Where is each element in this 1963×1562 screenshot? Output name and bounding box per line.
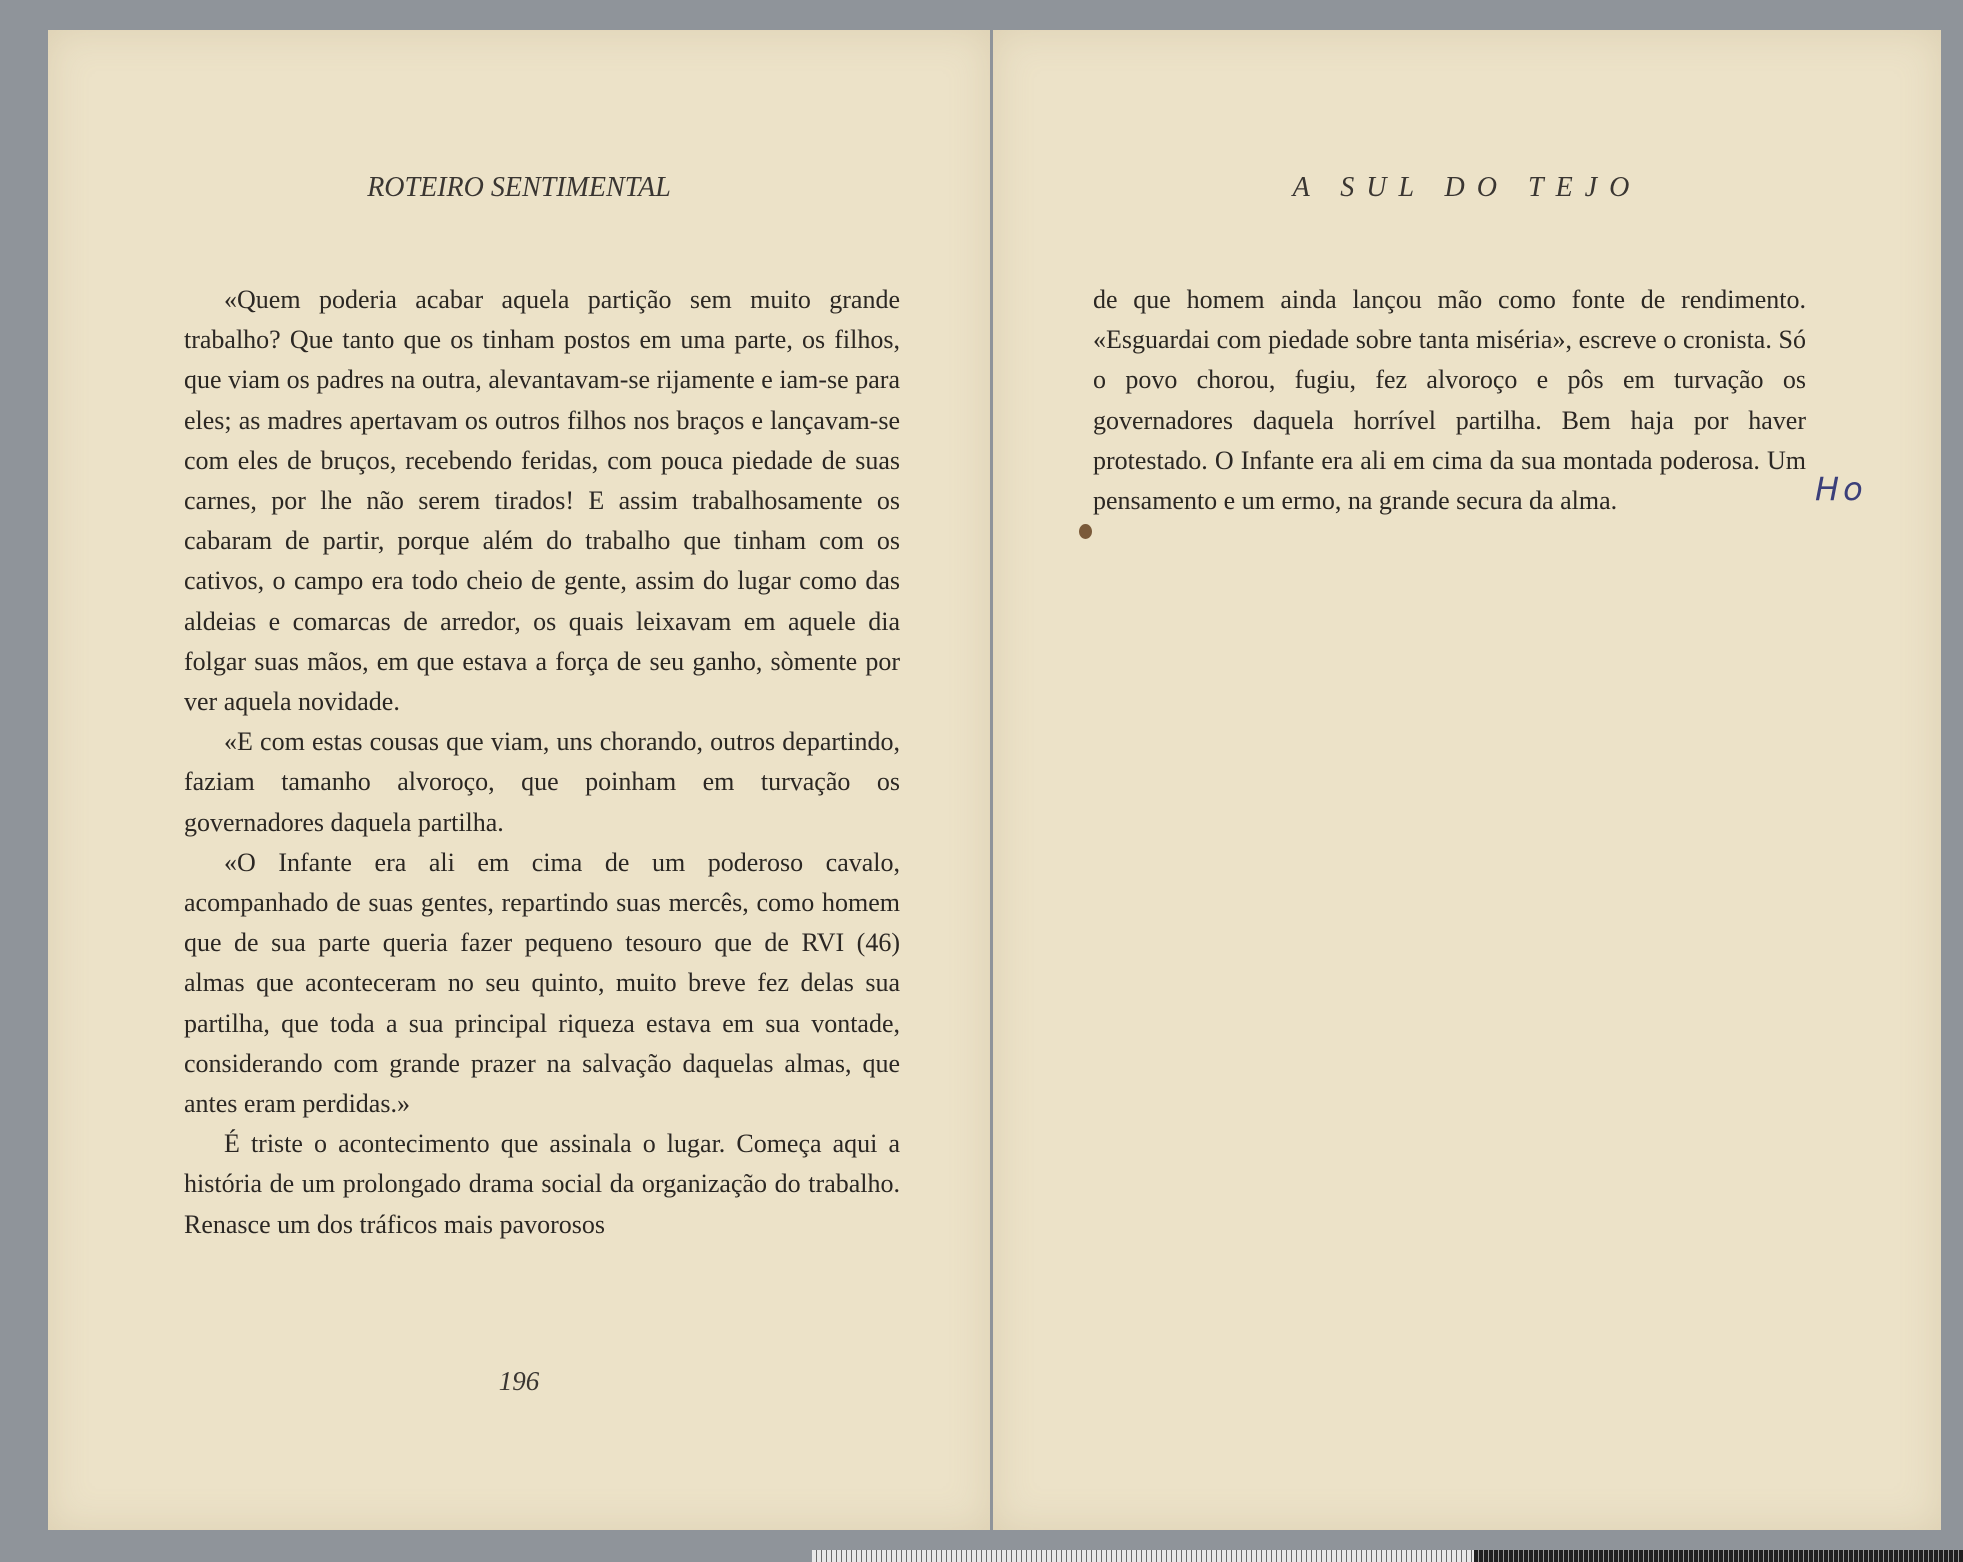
running-head-right: A SUL DO TEJO: [1292, 172, 1642, 203]
right-page: [993, 30, 1941, 1530]
page-number: 196: [498, 1366, 540, 1396]
paragraph: de que homem ainda lançou mão como fonte de rendimento. «Esguardai com piedade sobre tanta miséria», escreve o cronista. Só o povo chorou, fugiu, fez alvoroço e pôs em turvação os governadores daquela horrível partilha. Bem haja por haver protestado. O Infante era ali em cima da sua montada poderosa. Um pensamento e um ermo, na grande secura da alma.: [1093, 285, 1806, 516]
ink-blot: [1079, 524, 1092, 539]
running-head-left: ROTEIRO SENTIMENTAL: [367, 172, 671, 203]
paragraph: «E com estas cousas que viam, uns chorando, outros departindo, faziam tamanho alvoroço, que poinham em turvação os governadores daquela partilha.: [184, 727, 900, 837]
paragraph: «Quem poderia acabar aquela partição sem muito grande trabalho? Que tanto que os tinham postos em uma parte, os filhos, que viam os padres na outra, alevantavam-se rijamente e iam-se para eles; as madres apertavam os outros filhos nos braços e lançavam-se com eles de bruços, recebendo feridas, com pouca piedade de suas carnes, por lhe não serem tirados! E assim trabalhosamente os cabaram de partir, porque além do trabalho que tinham com os cativos, o campo era todo cheio de gente, assim do lugar como das aldeias e comarcas de arredor, os quais leixavam em aquele dia folgar suas mãos, em que estava a força de seu ganho, sòmente por ver aquela novidade.: [184, 285, 900, 717]
paragraph: É triste o acontecimento que assinala o lugar. Começa aqui a história de um prolongado drama social da organização do trabalho. Renasce um dos tráficos mais pavorosos: [184, 1129, 900, 1239]
left-page: [48, 30, 990, 1530]
paragraph: «O Infante era ali em cima de um poderoso cavalo, acompanhado de suas gentes, repartindo suas mercês, como homem que de sua parte queria fazer pequeno tesouro que de RVI (46) almas que aconteceram no seu quinto, muito breve fez delas sua partilha, que toda a sua principal riqueza estava em sua vontade, considerando com grande prazer na salvação daquelas almas, que antes eram perdidas.»: [184, 847, 900, 1119]
handwritten-note: Ho: [1815, 470, 1867, 508]
right-page-body: [1093, 280, 1806, 521]
left-page-body: [184, 280, 900, 1245]
scale-ruler-dark-section: [1474, 1550, 1963, 1562]
